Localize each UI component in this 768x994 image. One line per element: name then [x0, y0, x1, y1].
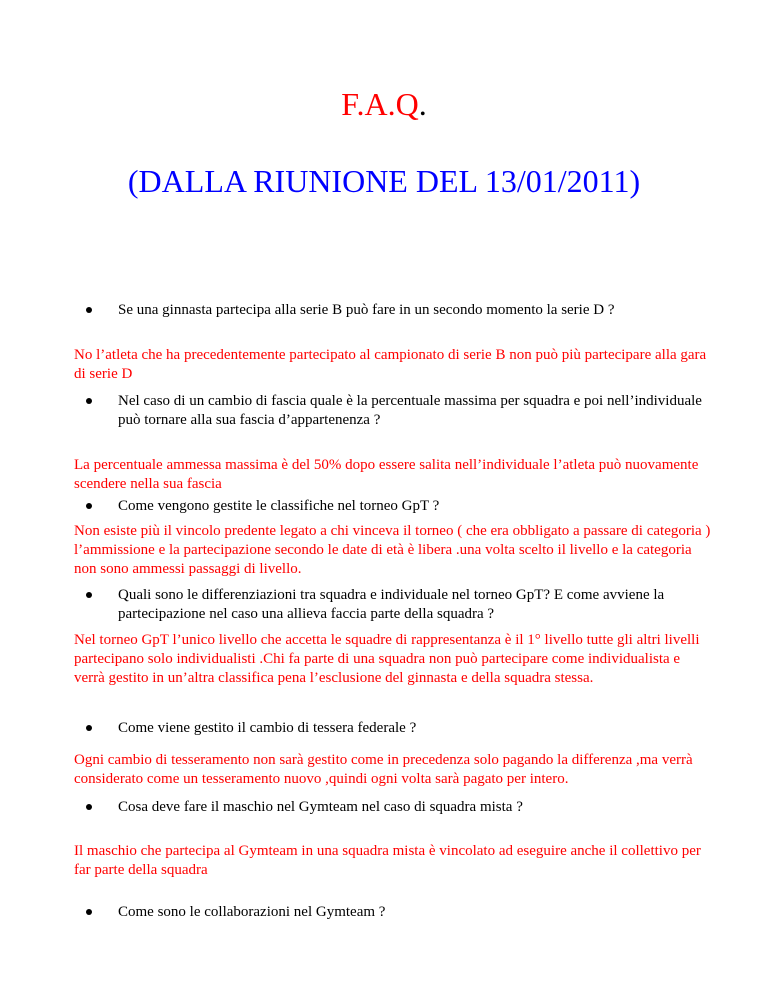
- faq-question-6: [74, 798, 704, 817]
- faq-question-1: [74, 301, 704, 320]
- faq-title-text: F.A.Q: [341, 86, 419, 122]
- faq-question-3: [74, 497, 704, 516]
- faq-question-7: [74, 903, 704, 922]
- faq-answer-4: Nel torneo GpT l’unico livello che accetta le squadre di rappresentanza è il 1° livello tutte gli altri livelli partecipano solo individualisti .Chi fa parte di una squadra non può partecipare come individualista e verrà gestito in un’altra classifica pena l’esclusione del ginnasta e della squadra stessa.: [74, 632, 700, 686]
- question-text: Come sono le collaborazioni nel Gymteam ?: [74, 903, 704, 922]
- question-text: Nel caso di un cambio di fascia quale è la percentuale massima per squadra e poi nell’individuale può tornare alla sua fascia d’appartenenza ?: [74, 392, 704, 430]
- faq-answer-5: Ogni cambio di tesseramento non sarà gestito come in precedenza solo pagando la differenza ,ma verrà considerato come un tesseramento nuovo ,quindi ogni volta sarà pagato per intero.: [74, 752, 693, 787]
- faq-answer-3: Non esiste più il vincolo predente legato a chi vinceva il torneo ( che era obbligato a passare di categoria ) l’ammissione e la partecipazione secondo le date di età è libera .una volta scelto il livello e la categoria non sono ammessi passaggi di livello.: [74, 523, 711, 577]
- bullet-icon: [86, 307, 92, 313]
- meeting-date-title: (DALLA RIUNIONE DEL 13/01/2011): [127, 163, 641, 199]
- faq-question-2: [74, 392, 704, 430]
- bullet-icon: [86, 804, 92, 810]
- question-text: Come vengono gestite le classifiche nel torneo GpT ?: [74, 497, 704, 516]
- faq-question-4: [74, 586, 704, 624]
- question-text: Quali sono le differenziazioni tra squadra e individuale nel torneo GpT? E come avviene la partecipazione nel caso una allieva faccia parte della squadra ?: [74, 586, 704, 624]
- question-text: Cosa deve fare il maschio nel Gymteam nel caso di squadra mista ?: [74, 798, 704, 817]
- faq-title: [0, 86, 768, 122]
- question-text: Come viene gestito il cambio di tessera federale ?: [74, 719, 704, 738]
- bullet-icon: [86, 398, 92, 404]
- bullet-icon: [86, 909, 92, 915]
- bullet-icon: [86, 592, 92, 598]
- faq-answer-2: La percentuale ammessa massima è del 50% dopo essere salita nell’individuale l’atleta può nuovamente scendere nella sua fascia: [74, 457, 699, 492]
- faq-answer-1: No l’atleta che ha precedentemente partecipato al campionato di serie B non può più partecipare alla gara di serie D: [74, 347, 707, 382]
- bullet-icon: [86, 725, 92, 731]
- faq-title-dot: .: [418, 86, 427, 122]
- bullet-icon: [86, 503, 92, 509]
- faq-answer-6: Il maschio che partecipa al Gymteam in una squadra mista è vincolato ad eseguire anche il collettivo per far parte della squadra: [74, 843, 701, 878]
- faq-question-5: [74, 719, 704, 738]
- question-text: Se una ginnasta partecipa alla serie B può fare in un secondo momento la serie D ?: [74, 301, 704, 320]
